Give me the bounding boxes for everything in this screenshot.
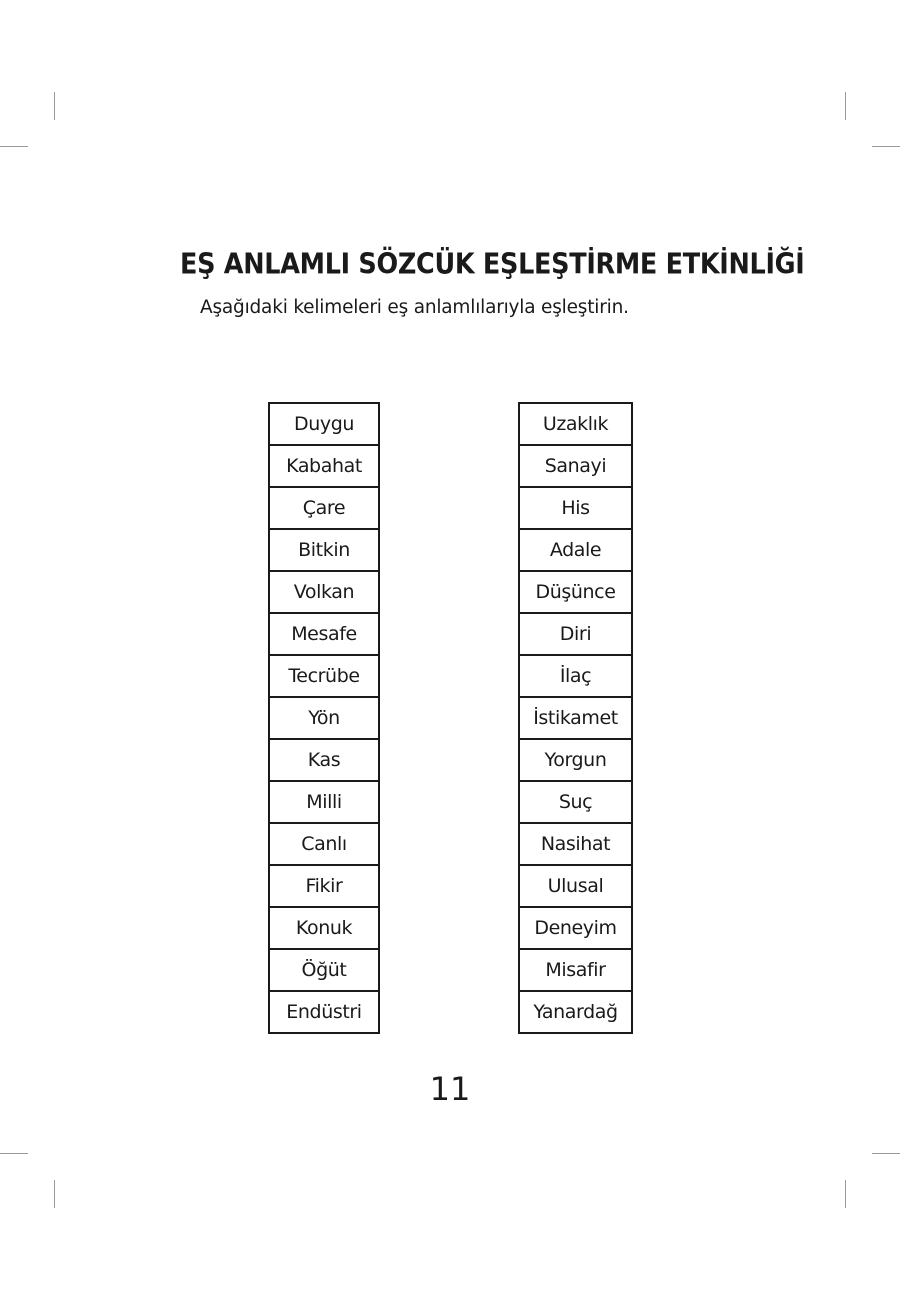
right-word-cell[interactable]: Diri: [520, 614, 631, 656]
right-word-cell[interactable]: Suç: [520, 782, 631, 824]
page-title: EŞ ANLAMLI SÖZCÜK EŞLEŞTİRME ETKİNLİĞİ: [180, 248, 805, 281]
crop-mark-bottom-right-horizontal: [872, 1153, 900, 1154]
left-word-cell[interactable]: Yön: [270, 698, 378, 740]
left-word-cell[interactable]: Endüstri: [270, 992, 378, 1034]
right-word-cell[interactable]: İlaç: [520, 656, 631, 698]
right-word-cell[interactable]: Sanayi: [520, 446, 631, 488]
right-word-cell[interactable]: Nasihat: [520, 824, 631, 866]
crop-mark-bottom-left-vertical: [54, 1180, 55, 1208]
left-word-cell[interactable]: Çare: [270, 488, 378, 530]
left-word-cell[interactable]: Öğüt: [270, 950, 378, 992]
crop-mark-top-left-horizontal: [0, 146, 28, 147]
left-word-cell[interactable]: Kabahat: [270, 446, 378, 488]
left-word-cell[interactable]: Fikir: [270, 866, 378, 908]
right-word-cell[interactable]: Adale: [520, 530, 631, 572]
left-word-cell[interactable]: Tecrübe: [270, 656, 378, 698]
left-word-cell[interactable]: Milli: [270, 782, 378, 824]
crop-mark-bottom-right-vertical: [845, 1180, 846, 1208]
right-word-cell[interactable]: İstikamet: [520, 698, 631, 740]
left-word-cell[interactable]: Duygu: [270, 404, 378, 446]
left-word-column: [268, 402, 380, 1034]
crop-mark-bottom-left-horizontal: [0, 1153, 28, 1154]
crop-mark-top-right-vertical: [845, 92, 846, 120]
left-word-cell[interactable]: Konuk: [270, 908, 378, 950]
left-word-cell[interactable]: Kas: [270, 740, 378, 782]
page-number: 11: [429, 1070, 471, 1108]
right-word-cell[interactable]: Uzaklık: [520, 404, 631, 446]
crop-mark-top-left-vertical: [54, 92, 55, 120]
right-word-cell[interactable]: His: [520, 488, 631, 530]
left-word-cell[interactable]: Volkan: [270, 572, 378, 614]
right-word-cell[interactable]: Yorgun: [520, 740, 631, 782]
right-word-cell[interactable]: Deneyim: [520, 908, 631, 950]
right-word-cell[interactable]: Düşünce: [520, 572, 631, 614]
left-word-cell[interactable]: Canlı: [270, 824, 378, 866]
right-word-cell[interactable]: Misafir: [520, 950, 631, 992]
crop-mark-top-right-horizontal: [872, 146, 900, 147]
instruction-text: Aşağıdaki kelimeleri eş anlamlılarıyla eşleştirin.: [200, 297, 629, 318]
right-word-column: [518, 402, 633, 1034]
right-word-cell[interactable]: Yanardağ: [520, 992, 631, 1034]
right-word-cell[interactable]: Ulusal: [520, 866, 631, 908]
left-word-cell[interactable]: Mesafe: [270, 614, 378, 656]
left-word-cell[interactable]: Bitkin: [270, 530, 378, 572]
